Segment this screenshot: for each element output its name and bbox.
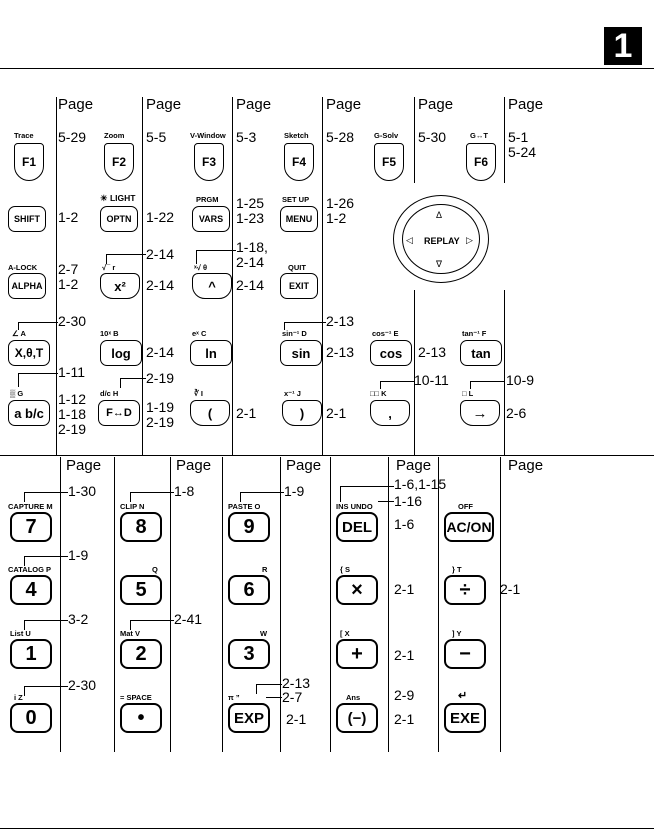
page-ref: 1-18, 2-14 (236, 239, 268, 270)
optn-key[interactable]: OPTN (100, 206, 138, 232)
page-header: Page (58, 96, 94, 113)
key-label-sqrt: √¯ r (102, 263, 116, 272)
key-label-catalog: CATALOG P (8, 565, 52, 574)
page-ref: 1-9 (284, 483, 305, 499)
left-paren-key[interactable]: ( (190, 400, 230, 426)
page-ref: 2-14 (146, 277, 175, 293)
page-ref: 2-19 (146, 370, 175, 386)
page-ref: 2-7 (282, 689, 303, 705)
page-ref: 5-3 (236, 129, 257, 145)
page-ref: 1-12 1-18 2-19 (58, 391, 87, 437)
leader-line (340, 486, 341, 502)
leader-line (256, 684, 282, 685)
exit-key[interactable]: EXIT (280, 273, 318, 299)
enter-arrow-icon: ↵ (458, 690, 468, 702)
key-label-inverse: x⁻¹ J (284, 389, 301, 398)
column-divider (322, 97, 323, 455)
column-divider (414, 97, 415, 183)
menu-key[interactable]: MENU (280, 206, 318, 232)
column-divider (170, 457, 171, 752)
page-header: Page (326, 96, 362, 113)
leader-line (24, 556, 68, 557)
alpha-key[interactable]: ALPHA (8, 273, 46, 299)
divide-key[interactable]: ÷ (444, 575, 486, 605)
leader-line (24, 620, 68, 621)
key-label-gsolv: G-Solv (374, 131, 399, 140)
page-ref: 5-30 (418, 129, 447, 145)
key-label-vwindow: V-Window (190, 131, 226, 140)
key-label-acos: cos⁻¹ E (372, 329, 399, 338)
leader-line (106, 254, 146, 255)
key-label-prgm: PRGM (196, 195, 219, 204)
key-label-space: = SPACE (120, 693, 152, 702)
leader-line (378, 501, 394, 502)
leader-line (130, 620, 174, 621)
multiply-key[interactable]: × (336, 575, 378, 605)
page-ref: 1-19 2-19 (146, 399, 175, 430)
page-ref: 1-22 (146, 209, 175, 225)
column-divider (56, 97, 57, 455)
leader-line (470, 381, 504, 382)
leader-line (196, 250, 236, 251)
key-label-capture: CAPTURE M (8, 502, 53, 511)
key-9[interactable]: 9 (228, 512, 270, 542)
column-divider (232, 97, 233, 455)
power-key[interactable]: ^ (192, 273, 232, 299)
key-4[interactable]: 4 (10, 575, 52, 605)
key-label-k: □□ K (370, 389, 387, 398)
page-header: Page (146, 96, 182, 113)
key-label-bracket-open: [ X (340, 629, 350, 638)
page-header: Page (176, 457, 212, 474)
page-ref: 3-2 (68, 611, 89, 627)
fd-key[interactable]: F↔D (98, 400, 140, 426)
page-ref: 2-14 (146, 344, 175, 360)
column-divider (500, 457, 501, 752)
page-ref: 1-11 (58, 364, 85, 380)
key-label-off: OFF (458, 502, 473, 511)
ac-on-key[interactable]: AC/ON (444, 512, 494, 542)
key-5[interactable]: 5 (120, 575, 162, 605)
footer-rule (0, 828, 654, 829)
page-header: Page (66, 457, 102, 474)
page-header: Page (286, 457, 322, 474)
key-label-angle: ∠ A (12, 329, 26, 338)
key-label-r: R (262, 565, 268, 574)
fraction-key[interactable]: a b/c (8, 400, 50, 426)
sin-key[interactable]: sin (280, 340, 322, 366)
page-ref: 2-1 (236, 405, 257, 421)
page-ref: 1-9 (68, 547, 89, 563)
key-label-sketch: Sketch (284, 131, 309, 140)
up-arrow-icon[interactable]: Δ (436, 210, 443, 220)
page-ref: 2-13 (418, 344, 447, 360)
leader-line (18, 373, 58, 374)
f6-key[interactable]: F6 (466, 143, 496, 181)
plus-key[interactable]: + (336, 639, 378, 669)
page-ref: 5-1 5-24 (508, 129, 537, 160)
leader-line (24, 492, 68, 493)
page-ref: 2-13 (326, 344, 355, 360)
column-divider (330, 457, 331, 752)
page-ref: 2-13 (282, 675, 311, 691)
key-6[interactable]: 6 (228, 575, 270, 605)
leader-line (24, 686, 25, 696)
key-label-ex: eˣ C (192, 329, 207, 338)
column-divider (142, 97, 143, 455)
leader-line (256, 684, 257, 694)
leader-line (130, 492, 174, 493)
page-ref: 1-30 (68, 483, 97, 499)
page-header: Page (418, 96, 454, 113)
down-arrow-icon[interactable]: ∇ (436, 259, 443, 269)
right-paren-key[interactable]: ) (282, 400, 322, 426)
key-label-i: i Z (14, 693, 23, 702)
key-3[interactable]: 3 (228, 639, 270, 669)
page-header: Page (508, 457, 544, 474)
key-label-light: ☀ LIGHT (100, 193, 136, 203)
xthetat-key[interactable]: X,θ,T (8, 340, 50, 366)
key-label-clip: CLIP N (120, 502, 145, 511)
key-label-root: ˣ√ θ (194, 263, 208, 272)
key-label-ins-undo: INS UNDO (336, 502, 373, 511)
page-ref: 1-26 1-2 (326, 195, 355, 226)
f1-key[interactable]: F1 (14, 143, 44, 181)
page-ref: 2-14 (146, 246, 175, 262)
page-ref: 2-41 (174, 611, 203, 627)
key-label-paste: PASTE O (228, 502, 261, 511)
leader-line (18, 322, 58, 323)
page-ref: 2-1 (286, 711, 307, 727)
page-ref: 5-5 (146, 129, 167, 145)
key-label-atan: tan⁻¹ F (462, 329, 487, 338)
f4-key[interactable]: F4 (284, 143, 314, 181)
column-divider (280, 457, 281, 752)
log-key[interactable]: log (100, 340, 142, 366)
page-header: Page (236, 96, 272, 113)
page-ref: 1-8 (174, 483, 195, 499)
left-arrow-icon[interactable]: ◁ (406, 235, 413, 245)
key-8[interactable]: 8 (120, 512, 162, 542)
column-divider (222, 457, 223, 752)
leader-line (120, 378, 121, 388)
comma-key[interactable]: , (370, 400, 410, 426)
key-label-zoom: Zoom (104, 131, 125, 140)
key-label-10x: 10ˣ B (100, 329, 119, 338)
column-divider (114, 457, 115, 752)
page-ref: 2-1 (500, 581, 521, 597)
key-label-list: List U (10, 629, 31, 638)
leader-line (470, 381, 471, 389)
key-label-mat: Mat V (120, 629, 141, 638)
page-ref: 2-30 (68, 677, 97, 693)
page-ref: 2-1 (394, 711, 415, 727)
key-0[interactable]: 0 (10, 703, 52, 733)
page-ref: 2-7 1-2 (58, 261, 79, 292)
key-label-ans: Ans (346, 693, 361, 702)
leader-line (240, 492, 241, 502)
shift-key[interactable]: SHIFT (8, 206, 46, 232)
del-key[interactable]: DEL (336, 512, 378, 542)
f3-key[interactable]: F3 (194, 143, 224, 181)
key-label-alock: A-LOCK (8, 263, 38, 272)
key-label-l: □ L (462, 389, 474, 398)
replay-label: REPLAY (424, 236, 460, 246)
key-1[interactable]: 1 (10, 639, 52, 669)
leader-line (24, 492, 25, 502)
ln-key[interactable]: ln (190, 340, 232, 366)
key-label-cuberoot: ∛ I (194, 389, 203, 398)
exe-key[interactable]: EXE (444, 703, 486, 733)
leader-line (120, 378, 146, 379)
section-divider (0, 455, 654, 456)
key-7[interactable]: 7 (10, 512, 52, 542)
exp-key[interactable]: EXP (228, 703, 270, 733)
leader-line (266, 697, 282, 698)
page-ref: 10-9 (506, 372, 535, 388)
leader-line (130, 492, 131, 502)
key-label-dc: d/c H (100, 389, 119, 398)
key-label-brace-open: { S (340, 565, 351, 574)
cos-key[interactable]: cos (370, 340, 412, 366)
key-label-quit: QUIT (288, 263, 306, 272)
page-header: Page (396, 457, 432, 474)
square-key[interactable]: x² (100, 273, 140, 299)
leader-line (18, 373, 19, 387)
column-divider (60, 457, 61, 752)
minus-key[interactable]: − (444, 639, 486, 669)
chapter-badge: 1 (604, 27, 642, 65)
f5-key[interactable]: F5 (374, 143, 404, 181)
column-divider (504, 290, 505, 455)
store-arrow-key[interactable]: → (460, 400, 500, 426)
key-label-trace: Trace (14, 131, 34, 140)
key-label-pi: π ” (228, 693, 240, 702)
page-ref: 2-6 (506, 405, 527, 421)
key-2[interactable]: 2 (120, 639, 162, 669)
leader-line (340, 486, 394, 487)
tan-key[interactable]: tan (460, 340, 502, 366)
page-ref: 2-14 (236, 277, 265, 293)
key-label-gt: G↔T (470, 131, 488, 140)
key-label-brace-close: } T (452, 565, 462, 574)
f2-key[interactable]: F2 (104, 143, 134, 181)
leader-line (240, 492, 284, 493)
page-ref: 1-25 1-23 (236, 195, 265, 226)
key-label-q: Q (152, 565, 158, 574)
page-ref: 1-6 (394, 516, 415, 532)
page-ref: 2-1 (326, 405, 347, 421)
key-label-frac: ▒ G (10, 389, 24, 398)
right-arrow-icon[interactable]: ▷ (466, 235, 473, 245)
leader-line (196, 250, 197, 264)
page-ref: 2-13 (326, 313, 355, 329)
decimal-key[interactable]: • (120, 703, 162, 733)
key-label-setup: SET UP (282, 195, 310, 204)
page-ref: 5-29 (58, 129, 87, 145)
key-label-w: W (260, 629, 268, 638)
page-header: Page (508, 96, 544, 113)
leader-line (380, 381, 414, 382)
key-label-bracket-close: ] Y (452, 629, 462, 638)
page-ref: 1-2 (58, 209, 79, 225)
page-ref: 2-30 (58, 313, 87, 329)
leader-line (380, 381, 381, 389)
page-ref: 10-11 (414, 372, 449, 388)
leader-line (24, 686, 68, 687)
key-label-asin: sin⁻¹ D (282, 329, 307, 338)
page-ref: 2-1 (394, 581, 415, 597)
column-divider (438, 457, 439, 752)
page-ref: 2-9 (394, 687, 415, 703)
page-ref: 5-28 (326, 129, 355, 145)
page-ref: 1-6,1-15 (394, 476, 447, 492)
page-ref: 2-1 (394, 647, 415, 663)
page-ref: 1-16 (394, 493, 423, 509)
column-divider (504, 97, 505, 183)
leader-line (284, 322, 326, 323)
negative-key[interactable]: (−) (336, 703, 378, 733)
vars-key[interactable]: VARS (192, 206, 230, 232)
header-rule (0, 68, 654, 69)
